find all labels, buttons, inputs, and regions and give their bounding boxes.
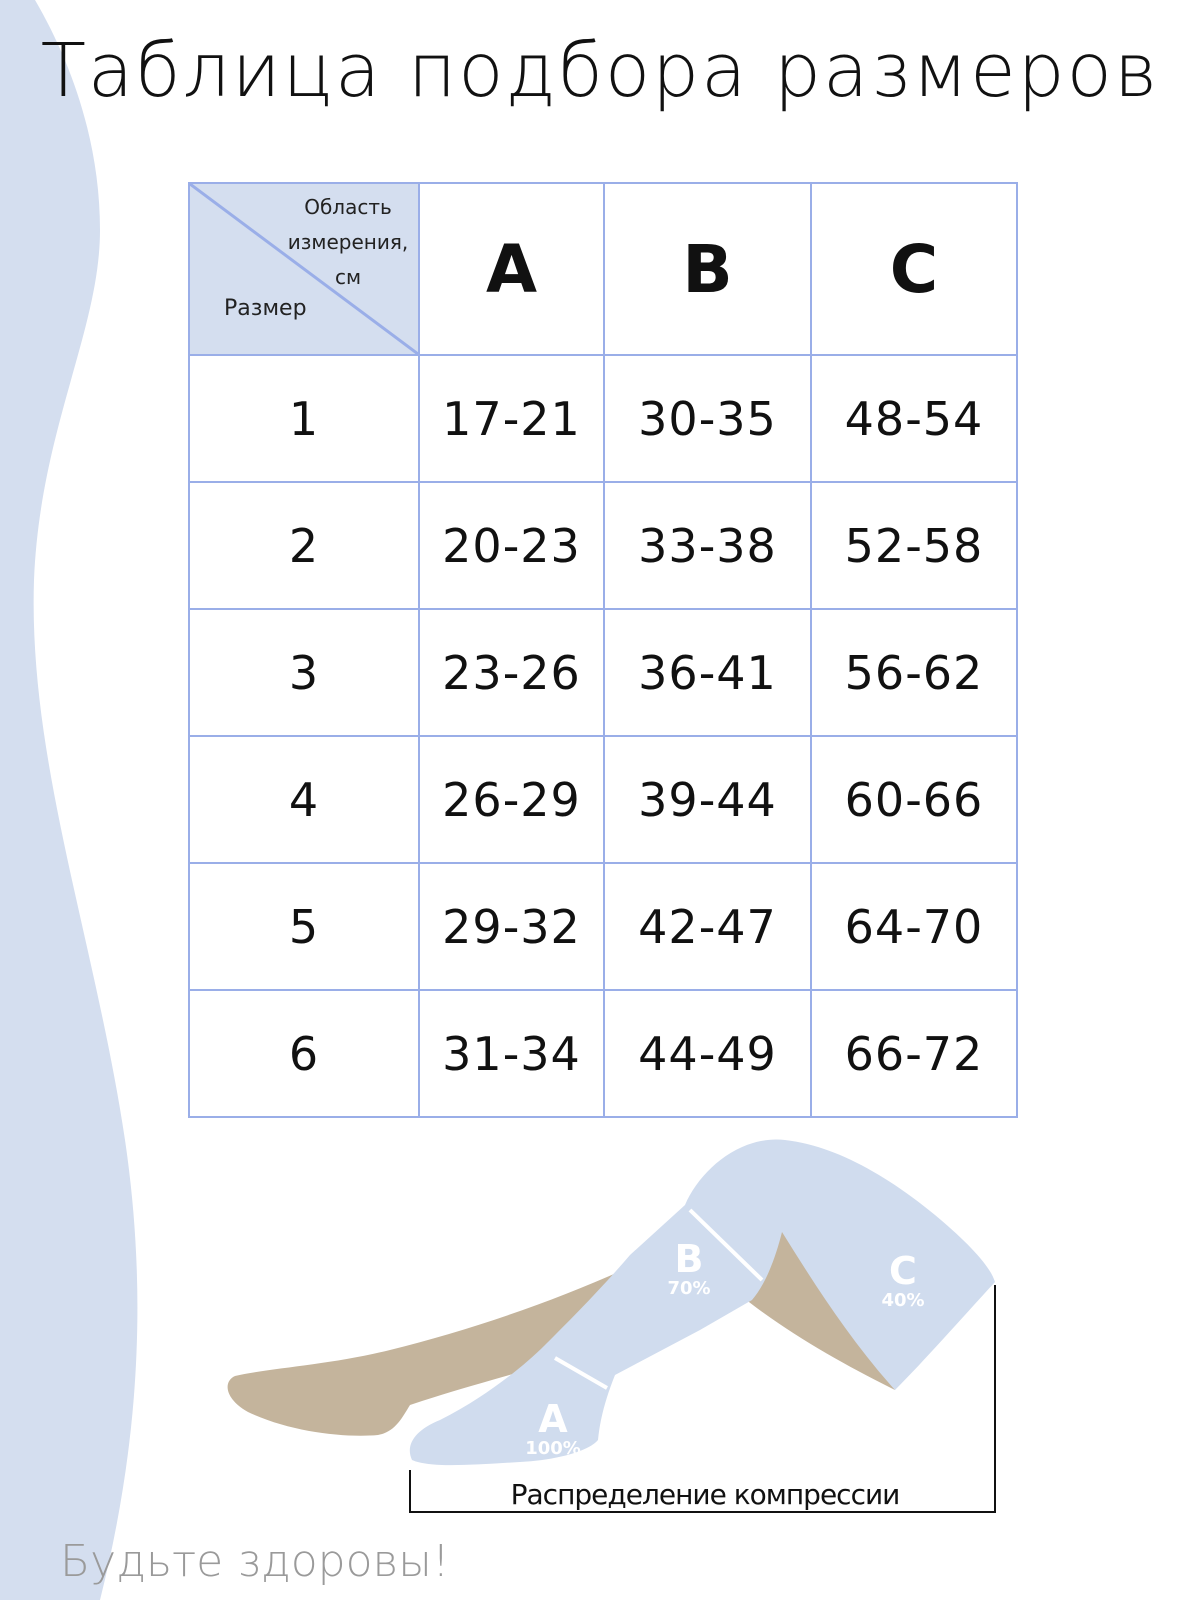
value-cell-b: 44-49 — [604, 990, 811, 1117]
value-cell-c: 56-62 — [811, 609, 1017, 736]
zone-letter: C — [889, 1249, 917, 1293]
value-cell-a: 23-26 — [419, 609, 604, 736]
value-cell-c: 64-70 — [811, 863, 1017, 990]
page-title: Таблица подбора размеров — [40, 28, 1160, 114]
zone-letter: B — [674, 1237, 704, 1281]
zone-percent: 70% — [667, 1278, 711, 1299]
size-cell: 2 — [189, 482, 419, 609]
value-cell-c: 52-58 — [811, 482, 1017, 609]
zone-label-a — [518, 1397, 588, 1459]
zone-letter: A — [538, 1397, 568, 1441]
value-cell-b: 33-38 — [604, 482, 811, 609]
value-cell-c: 48-54 — [811, 355, 1017, 482]
size-label: Размер — [224, 296, 307, 321]
value-cell-a: 17-21 — [419, 355, 604, 482]
column-header-a: A — [419, 183, 604, 355]
value-cell-b: 42-47 — [604, 863, 811, 990]
zone-label-b — [654, 1237, 724, 1299]
zone-percent: 100% — [525, 1438, 581, 1459]
column-header-c: C — [811, 183, 1017, 355]
size-cell: 4 — [189, 736, 419, 863]
value-cell-a: 31-34 — [419, 990, 604, 1117]
size-cell: 1 — [189, 355, 419, 482]
value-cell-b: 36-41 — [604, 609, 811, 736]
size-cell: 3 — [189, 609, 419, 736]
value-cell-b: 39-44 — [604, 736, 811, 863]
value-cell-b: 30-35 — [604, 355, 811, 482]
footer-greeting: Будьте здоровы! — [60, 1536, 450, 1587]
value-cell-a: 26-29 — [419, 736, 604, 863]
value-cell-a: 20-23 — [419, 482, 604, 609]
size-cell: 5 — [189, 863, 419, 990]
value-cell-a: 29-32 — [419, 863, 604, 990]
size-cell: 6 — [189, 990, 419, 1117]
measurement-area-label: Область измерения, см — [287, 195, 409, 289]
zone-percent: 40% — [881, 1290, 925, 1311]
value-cell-c: 66-72 — [811, 990, 1017, 1117]
value-cell-c: 60-66 — [811, 736, 1017, 863]
compression-caption: Распределение компрессии — [510, 1478, 900, 1511]
zone-label-c — [868, 1249, 938, 1311]
column-header-b: B — [604, 183, 811, 355]
